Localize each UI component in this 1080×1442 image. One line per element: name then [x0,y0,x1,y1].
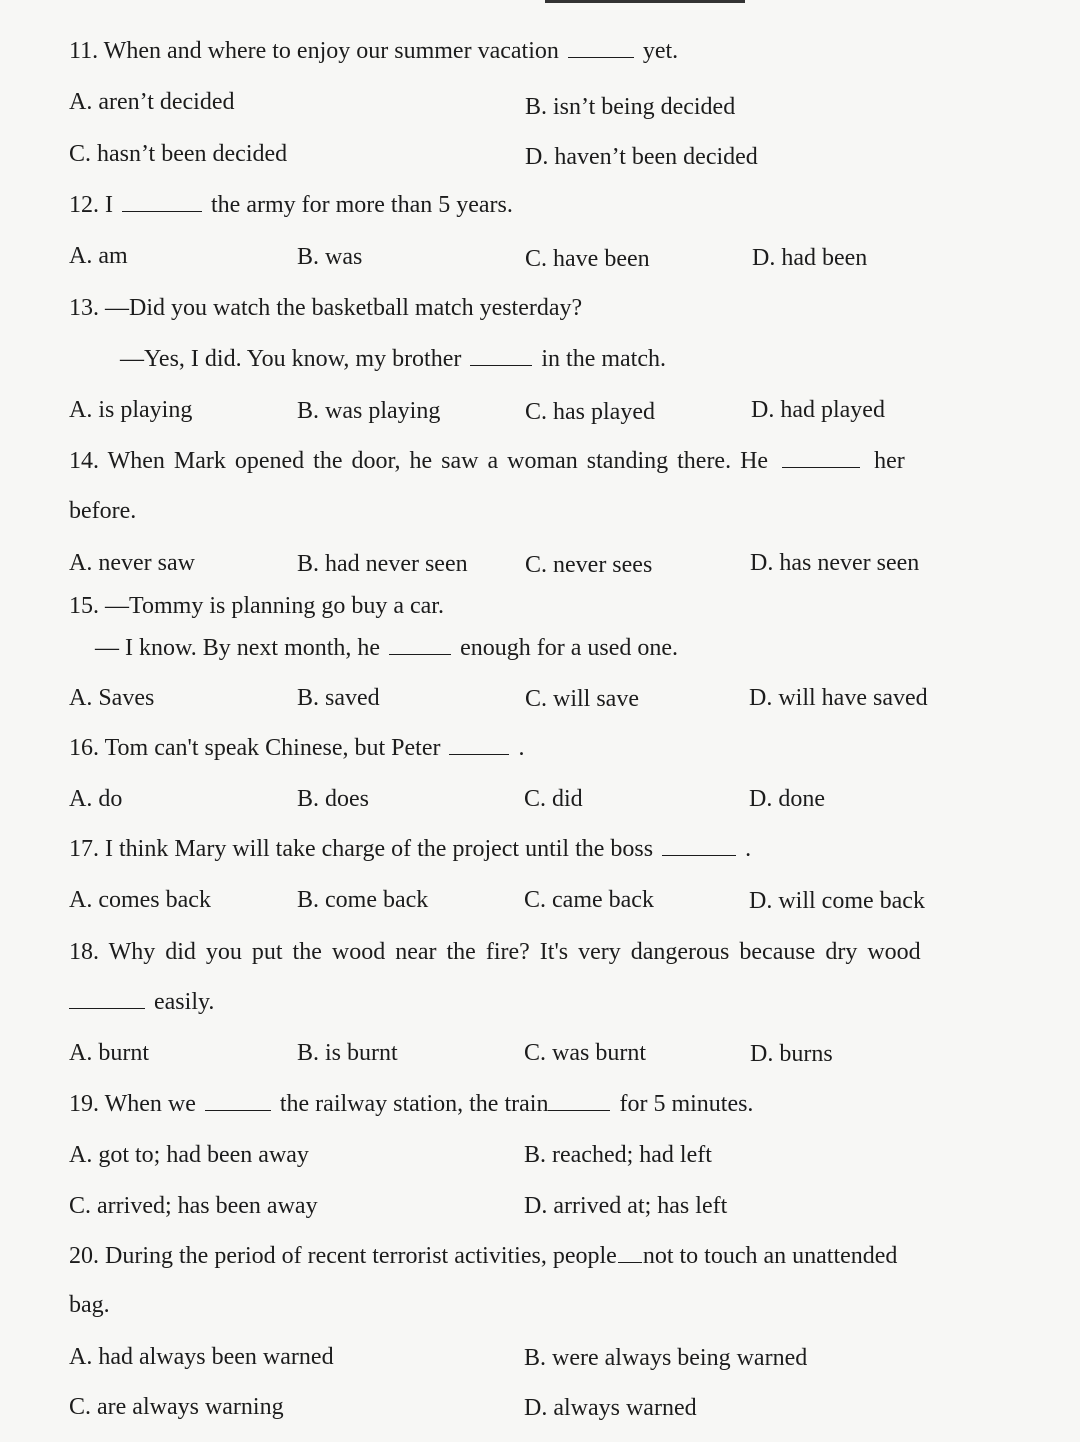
option-a[interactable]: A. do [69,786,123,812]
option-a[interactable]: A. had always been warned [69,1344,334,1370]
question-12-text: 12. I [69,192,113,218]
option-c[interactable]: C. will save [525,686,639,712]
option-a[interactable]: A. aren’t decided [69,89,235,115]
option-c[interactable]: C. did [524,786,583,812]
question-15-text: — I know. By next month, he [95,635,381,661]
option-a[interactable]: A. Saves [69,685,155,711]
option-c[interactable]: C. have been [525,246,650,272]
option-d[interactable]: D. will come back [749,888,925,914]
question-18-line2 [69,988,214,1016]
option-c[interactable]: C. arrived; has been away [69,1193,318,1219]
question-19 [69,1090,753,1118]
answer-blank[interactable] [618,1244,642,1263]
option-b[interactable]: B. had never seen [297,551,468,577]
option-c[interactable]: C. never sees [525,552,653,578]
option-c[interactable]: C. has played [525,399,655,425]
option-a[interactable]: A. got to; had been away [69,1142,309,1168]
option-b[interactable]: B. isn’t being decided [525,94,736,120]
option-a[interactable]: A. is playing [69,397,193,423]
answer-blank[interactable] [389,636,451,655]
question-20-text: 20. During the period of recent terrorist activities, people [69,1243,617,1269]
option-b[interactable]: B. was [297,244,363,270]
question-12-text-after: the army for more than 5 years. [211,192,513,218]
answer-blank-2[interactable] [548,1092,610,1111]
option-b[interactable]: B. reached; had left [524,1142,712,1168]
question-15-reply [95,634,678,662]
answer-blank[interactable] [69,990,145,1009]
question-18-text-after: easily. [154,989,215,1015]
question-16-text: 16. Tom can't speak Chinese, but Peter [69,735,441,761]
question-15: 15. —Tommy is planning go buy a car. [69,593,444,619]
option-d[interactable]: D. haven’t been decided [525,144,758,170]
question-16-text-after: . [518,735,525,761]
option-a[interactable]: A. am [69,243,128,269]
question-20 [69,1242,897,1270]
question-17 [69,835,751,863]
option-d[interactable]: D. always warned [524,1395,697,1421]
option-a[interactable]: A. comes back [69,887,211,913]
question-13-text: —Yes, I did. You know, my brother [120,346,462,372]
question-15-text-after: enough for a used one. [460,635,679,661]
answer-blank[interactable] [782,449,860,468]
answer-blank[interactable] [662,837,736,856]
option-c[interactable]: C. are always warning [69,1394,284,1420]
question-14-text: 14. When Mark opened the door, he saw a woman standing there. He [69,448,769,474]
option-d[interactable]: D. burns [750,1041,833,1067]
question-11-text: 11. When and where to enjoy our summer vacation [69,38,559,64]
option-b[interactable]: B. saved [297,685,380,711]
question-14 [69,447,973,475]
option-b[interactable]: B. was playing [297,398,441,424]
option-d[interactable]: D. arrived at; has left [524,1193,728,1219]
question-14-text-after: her [874,448,905,474]
answer-blank[interactable] [470,347,532,366]
question-20-line2: bag. [69,1292,110,1318]
question-13: 13. —Did you watch the basketball match yesterday? [69,295,583,321]
question-17-text-after: . [745,836,752,862]
option-d[interactable]: D. will have saved [749,685,928,711]
question-11-text-after: yet. [642,38,679,64]
question-18: 18. Why did you put the wood near the fire? It's very dangerous because dry wood [69,939,921,965]
question-17-text: 17. I think Mary will take charge of the project until the boss [69,836,654,862]
answer-blank-1[interactable] [205,1092,271,1111]
question-11 [69,37,678,65]
question-19-text: 19. When we [69,1091,196,1117]
option-b[interactable]: B. does [297,786,369,812]
answer-blank[interactable] [568,39,634,58]
option-d[interactable]: D. has never seen [750,550,920,576]
option-a[interactable]: A. never saw [69,550,195,576]
option-d[interactable]: D. done [749,786,825,812]
question-20-text-after: not to touch an unattended [642,1243,898,1269]
option-d[interactable]: D. had played [751,397,885,423]
question-16 [69,734,524,762]
option-a[interactable]: A. burnt [69,1040,149,1066]
option-c[interactable]: C. hasn’t been decided [69,141,288,167]
question-14-line2: before. [69,498,137,524]
answer-blank[interactable] [449,736,509,755]
option-b[interactable]: B. is burnt [297,1040,398,1066]
question-19-text-mid: the railway station, the train [279,1091,549,1117]
question-13-text-after: in the match. [541,346,667,372]
question-13-reply [120,345,666,373]
answer-blank[interactable] [122,193,202,212]
question-12 [69,191,513,219]
option-b[interactable]: B. were always being warned [524,1345,808,1371]
question-19-text-after: for 5 minutes. [619,1091,754,1117]
option-d[interactable]: D. had been [752,245,868,271]
option-c[interactable]: C. came back [524,887,654,913]
option-c[interactable]: C. was burnt [524,1040,646,1066]
option-b[interactable]: B. come back [297,887,429,913]
